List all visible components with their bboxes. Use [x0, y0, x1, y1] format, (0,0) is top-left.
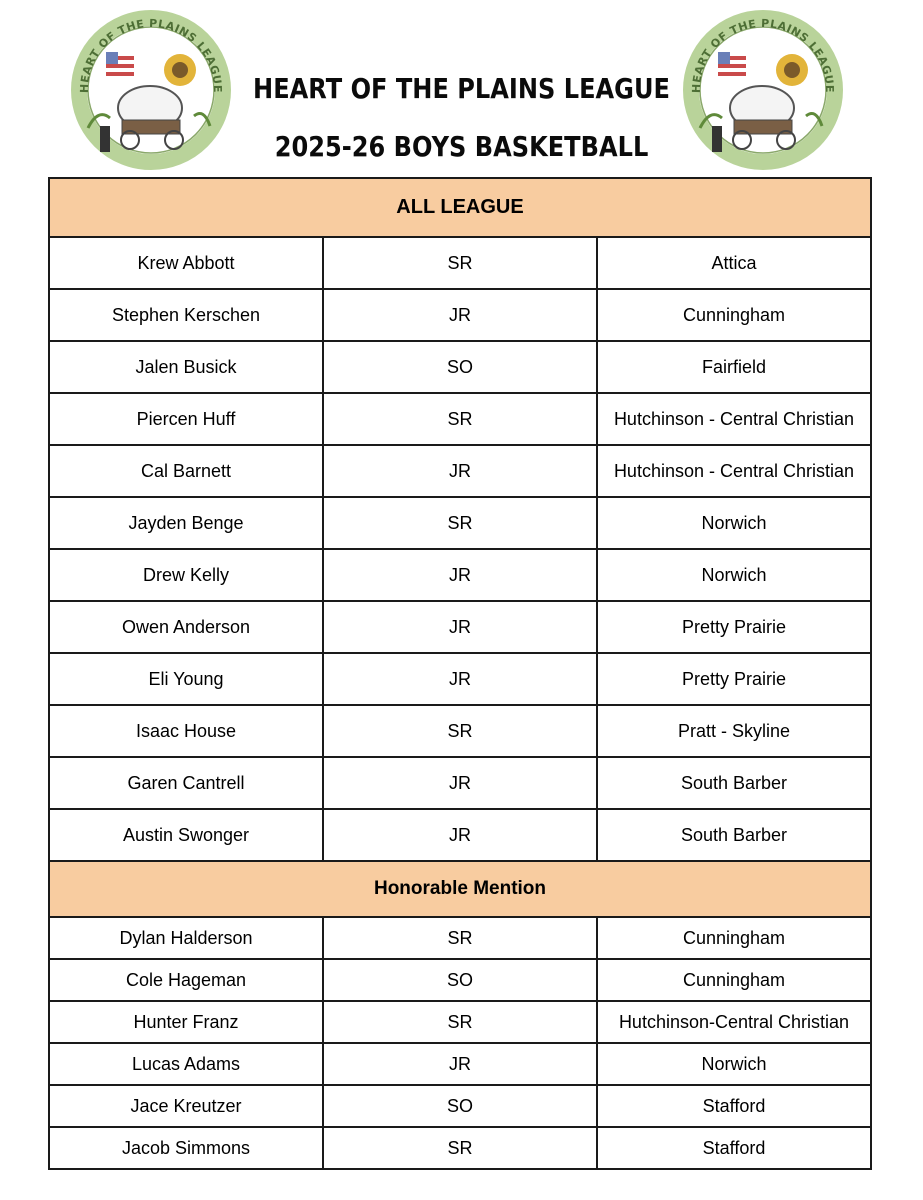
player-name: Dylan Halderson: [49, 917, 323, 959]
table-row: [49, 341, 871, 393]
table-row: [49, 1001, 871, 1043]
player-name: Lucas Adams: [49, 1043, 323, 1085]
player-year: SR: [323, 1127, 597, 1169]
table-row: [49, 809, 871, 861]
table-row: [49, 653, 871, 705]
page-title: HEART OF THE PLAINS LEAGUE: [253, 72, 670, 105]
player-school: Hutchinson-Central Christian: [597, 1001, 871, 1043]
player-year: JR: [323, 757, 597, 809]
table-row: [49, 1127, 871, 1169]
player-school: Stafford: [597, 1085, 871, 1127]
player-name: Hunter Franz: [49, 1001, 323, 1043]
player-school: Cunningham: [597, 917, 871, 959]
player-name: Jayden Benge: [49, 497, 323, 549]
player-year: JR: [323, 549, 597, 601]
player-year: JR: [323, 601, 597, 653]
player-name: Cal Barnett: [49, 445, 323, 497]
roster-body: [49, 178, 871, 1169]
player-school: Pratt - Skyline: [597, 705, 871, 757]
table-row: [49, 393, 871, 445]
player-name: Stephen Kerschen: [49, 289, 323, 341]
table-row: [49, 1085, 871, 1127]
table-row: [49, 959, 871, 1001]
player-year: SR: [323, 393, 597, 445]
table-row: [49, 497, 871, 549]
player-school: Stafford: [597, 1127, 871, 1169]
player-school: Cunningham: [597, 289, 871, 341]
table-row: [49, 1043, 871, 1085]
player-year: SO: [323, 341, 597, 393]
table-row: [49, 601, 871, 653]
player-name: Jalen Busick: [49, 341, 323, 393]
player-name: Piercen Huff: [49, 393, 323, 445]
player-name: Jacob Simmons: [49, 1127, 323, 1169]
player-name: Krew Abbott: [49, 237, 323, 289]
player-name: Eli Young: [49, 653, 323, 705]
table-row: [49, 549, 871, 601]
player-year: JR: [323, 289, 597, 341]
player-year: JR: [323, 445, 597, 497]
table-row: [49, 289, 871, 341]
table-row: [49, 237, 871, 289]
roster-table: [48, 177, 872, 1170]
player-year: SR: [323, 1001, 597, 1043]
player-name: Isaac House: [49, 705, 323, 757]
player-school: Hutchinson - Central Christian: [597, 393, 871, 445]
player-name: Drew Kelly: [49, 549, 323, 601]
player-school: Norwich: [597, 549, 871, 601]
table-row: [49, 917, 871, 959]
section-title: Honorable Mention: [49, 861, 871, 917]
table-row: [49, 705, 871, 757]
player-year: JR: [323, 1043, 597, 1085]
player-school: Fairfield: [597, 341, 871, 393]
player-year: SR: [323, 497, 597, 549]
player-year: SR: [323, 917, 597, 959]
player-name: Jace Kreutzer: [49, 1085, 323, 1127]
player-school: Norwich: [597, 1043, 871, 1085]
player-year: SR: [323, 237, 597, 289]
player-name: Garen Cantrell: [49, 757, 323, 809]
player-school: Attica: [597, 237, 871, 289]
player-year: SR: [323, 705, 597, 757]
player-school: South Barber: [597, 809, 871, 861]
player-school: Norwich: [597, 497, 871, 549]
player-school: Cunningham: [597, 959, 871, 1001]
page-subtitle: 2025-26 BOYS BASKETBALL: [274, 130, 649, 163]
player-year: JR: [323, 653, 597, 705]
player-year: JR: [323, 809, 597, 861]
table-row: [49, 445, 871, 497]
player-school: Hutchinson - Central Christian: [597, 445, 871, 497]
svg-text:HEART OF THE PLAINS LEAGUE: HEART OF THE PLAINS LEAGUE: [689, 16, 837, 94]
player-name: Owen Anderson: [49, 601, 323, 653]
player-name: Cole Hageman: [49, 959, 323, 1001]
player-year: SO: [323, 959, 597, 1001]
svg-text:HEART OF THE PLAINS LEAGUE: HEART OF THE PLAINS LEAGUE: [77, 16, 225, 94]
player-school: South Barber: [597, 757, 871, 809]
player-name: Austin Swonger: [49, 809, 323, 861]
player-year: SO: [323, 1085, 597, 1127]
player-school: Pretty Prairie: [597, 653, 871, 705]
player-school: Pretty Prairie: [597, 601, 871, 653]
table-row: [49, 757, 871, 809]
section-header-row: [49, 178, 871, 237]
section-title: ALL LEAGUE: [49, 178, 871, 237]
section-header-row: [49, 861, 871, 917]
